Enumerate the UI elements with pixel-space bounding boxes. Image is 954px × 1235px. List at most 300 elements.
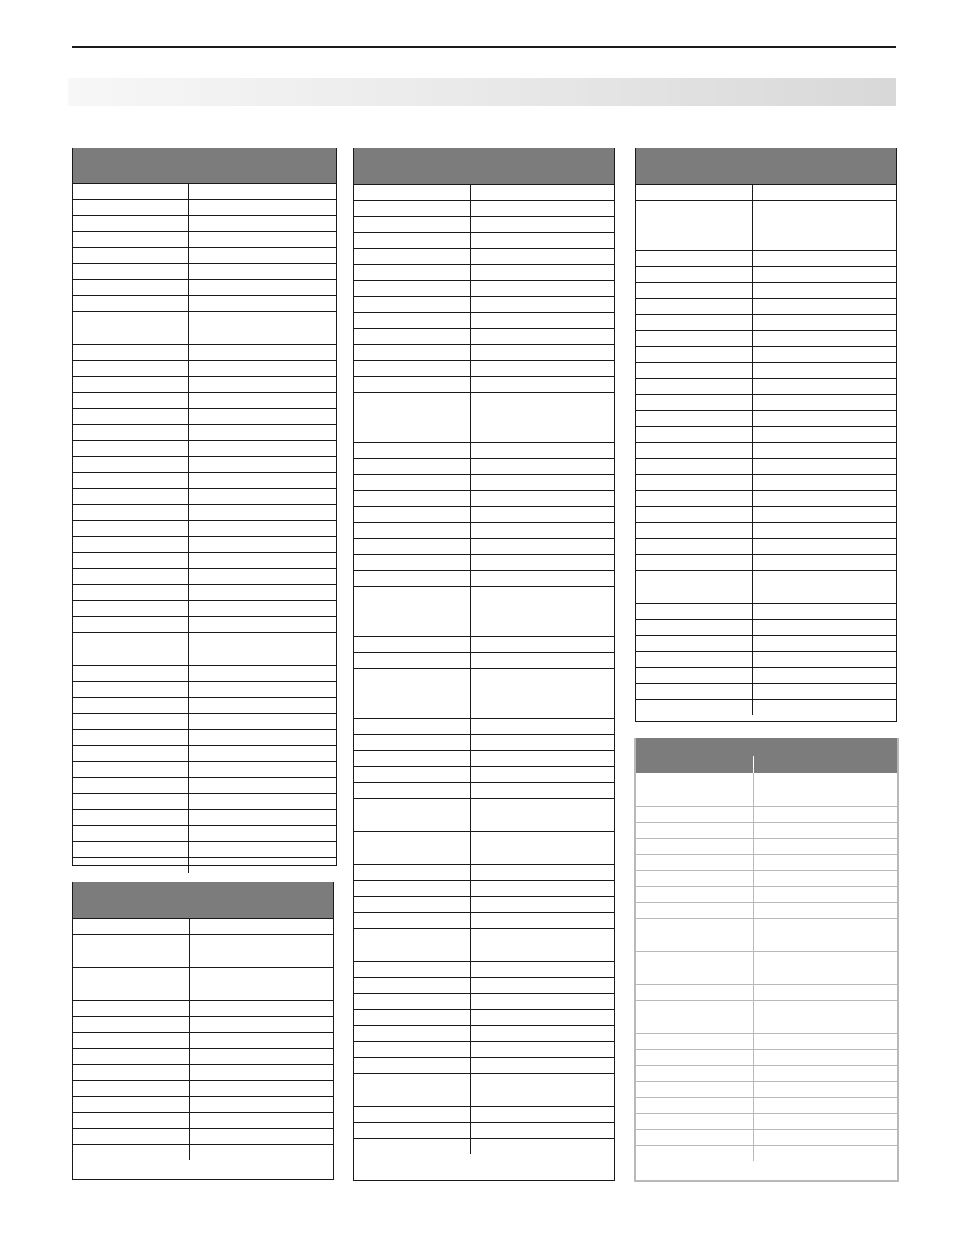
table-cell-label	[73, 409, 189, 424]
table-cell-label	[354, 1010, 471, 1025]
table-cell-label	[354, 637, 471, 652]
table-cell-label	[354, 555, 471, 570]
table-cell-label	[636, 507, 753, 522]
table-row	[354, 912, 614, 928]
table-cell-label	[636, 395, 753, 410]
table-row	[354, 248, 614, 264]
table-cell-label	[73, 1145, 190, 1160]
table-cell-value	[471, 1026, 614, 1041]
table-row	[636, 570, 896, 603]
table-cell-value	[189, 601, 336, 616]
table-row	[73, 472, 336, 488]
table-row	[354, 538, 614, 554]
table-cell-label	[636, 299, 753, 314]
table-row	[354, 392, 614, 442]
table-cell-label	[73, 537, 189, 552]
table-cell-label	[354, 233, 471, 248]
table-cell-label	[636, 952, 754, 984]
table-cell-value	[471, 1042, 614, 1057]
table-row	[636, 458, 896, 474]
table-row	[636, 773, 897, 806]
table-cell-value	[754, 773, 897, 806]
table-cell-value	[471, 217, 614, 232]
table-row	[636, 1145, 897, 1161]
table-cell-value	[753, 475, 896, 490]
table-cell-label	[636, 491, 753, 506]
table-row	[73, 295, 336, 311]
table-cell-label	[73, 858, 189, 873]
table-cell-label	[73, 296, 189, 311]
table-cell-value	[471, 265, 614, 280]
table-cell-value	[189, 184, 336, 199]
table-cell-value	[753, 700, 896, 715]
table-cell-label	[354, 897, 471, 912]
table-cell-label	[354, 297, 471, 312]
table-cell-label	[354, 361, 471, 376]
table-header	[354, 148, 614, 184]
table-row	[73, 1112, 333, 1128]
table-cell-value	[471, 735, 614, 750]
table-cell-value	[753, 267, 896, 282]
table-row	[354, 458, 614, 474]
table-cell-label	[73, 441, 189, 456]
table-row	[354, 360, 614, 376]
table-row	[73, 568, 336, 584]
table-cell-value	[471, 751, 614, 766]
table-cell-value	[189, 537, 336, 552]
table-row	[636, 554, 896, 570]
table-cell-value	[471, 929, 614, 961]
table-cell-value	[189, 794, 336, 809]
table-row	[73, 1032, 333, 1048]
table-left-bottom	[72, 882, 334, 1180]
table-cell-value	[471, 201, 614, 216]
table-cell-label	[354, 1123, 471, 1138]
table-row	[354, 668, 614, 718]
table-row	[636, 282, 896, 298]
table-cell-label	[354, 491, 471, 506]
table-row	[636, 442, 896, 458]
table-row	[73, 697, 336, 713]
table-right-top	[635, 148, 897, 722]
table-cell-label	[354, 313, 471, 328]
table-cell-value	[189, 361, 336, 376]
table-row	[73, 344, 336, 360]
table-cell-label	[73, 521, 189, 536]
table-row	[354, 880, 614, 896]
table-cell-value	[190, 968, 333, 1000]
table-cell-label	[354, 265, 471, 280]
table-row	[354, 570, 614, 586]
table-row	[354, 928, 614, 961]
table-row	[73, 376, 336, 392]
table-cell-value	[754, 1034, 897, 1049]
table-row	[73, 279, 336, 295]
table-cell-value	[190, 1097, 333, 1112]
table-cell-label	[636, 363, 753, 378]
table-row	[354, 993, 614, 1009]
table-cell-label	[636, 185, 753, 200]
table-row	[73, 967, 333, 1000]
table-row	[73, 934, 333, 967]
table-row	[636, 1033, 897, 1049]
table-cell-value	[189, 553, 336, 568]
table-row	[354, 280, 614, 296]
table-cell-value	[471, 783, 614, 798]
table-cell-label	[73, 1001, 190, 1016]
table-cell-value	[753, 507, 896, 522]
table-cell-label	[354, 1042, 471, 1057]
table-left-top	[72, 148, 337, 866]
table-cell-label	[636, 555, 753, 570]
table-row	[354, 864, 614, 880]
table-cell-value	[754, 887, 897, 902]
table-row	[636, 538, 896, 554]
table-cell-label	[354, 393, 471, 442]
table-cell-value	[471, 443, 614, 458]
table-cell-value	[471, 393, 614, 442]
table-cell-label	[73, 473, 189, 488]
table-cell-label	[354, 669, 471, 718]
table-row	[636, 346, 896, 362]
table-cell-label	[354, 978, 471, 993]
table-row	[636, 522, 896, 538]
table-header	[73, 882, 333, 918]
table-cell-value	[753, 411, 896, 426]
table-cell-label	[636, 773, 754, 806]
table-row	[636, 1097, 897, 1113]
table-cell-label	[73, 826, 189, 841]
table-cell-label	[73, 569, 189, 584]
table-cell-label	[73, 714, 189, 729]
table-cell-label	[73, 1049, 190, 1064]
table-cell-value	[753, 523, 896, 538]
table-cell-label	[73, 312, 189, 344]
table-row	[73, 857, 336, 873]
table-cell-value	[190, 1081, 333, 1096]
table-cell-label	[636, 347, 753, 362]
table-cell-label	[354, 653, 471, 668]
table-row	[354, 977, 614, 993]
table-row	[636, 184, 896, 200]
table-cell-value	[471, 1107, 614, 1122]
table-cell-value	[471, 832, 614, 864]
table-row	[73, 183, 336, 199]
table-row	[73, 809, 336, 825]
table-cell-label	[636, 1050, 754, 1065]
table-cell-value	[471, 881, 614, 896]
table-cell-value	[471, 1123, 614, 1138]
table-cell-value	[189, 505, 336, 520]
table-row	[73, 584, 336, 600]
table-cell-label	[636, 1146, 754, 1161]
table-cell-value	[190, 1001, 333, 1016]
table-row	[73, 681, 336, 697]
table-cell-value	[753, 379, 896, 394]
table-cell-value	[189, 441, 336, 456]
table-row	[354, 734, 614, 750]
table-cell-value	[471, 1139, 614, 1154]
table-cell-label	[354, 962, 471, 977]
table-row	[636, 886, 897, 902]
table-cell-label	[636, 283, 753, 298]
table-cell-value	[471, 539, 614, 554]
table-row	[636, 378, 896, 394]
table-row	[354, 344, 614, 360]
table-cell-value	[189, 377, 336, 392]
table-middle	[353, 148, 615, 1181]
table-cell-value	[471, 978, 614, 993]
table-cell-label	[73, 1017, 190, 1032]
table-cell-label	[73, 730, 189, 745]
table-cell-value	[189, 826, 336, 841]
table-cell-label	[636, 652, 753, 667]
table-row	[636, 330, 896, 346]
table-cell-label	[636, 839, 754, 854]
table-cell-label	[636, 315, 753, 330]
table-row	[73, 1144, 333, 1160]
table-cell-label	[354, 1026, 471, 1041]
table-cell-value	[189, 200, 336, 215]
table-row	[73, 761, 336, 777]
table-cell-value	[471, 329, 614, 344]
table-cell-label	[73, 264, 189, 279]
table-cell-label	[73, 794, 189, 809]
table-cell-value	[189, 714, 336, 729]
table-cell-value	[753, 315, 896, 330]
table-cell-label	[354, 1139, 471, 1154]
table-row	[636, 683, 896, 699]
table-row	[354, 474, 614, 490]
table-row	[636, 902, 897, 918]
table-cell-value	[189, 858, 336, 873]
table-cell-label	[354, 751, 471, 766]
table-cell-value	[189, 778, 336, 793]
table-cell-label	[354, 539, 471, 554]
table-row	[354, 586, 614, 636]
table-cell-label	[73, 968, 190, 1000]
table-row	[73, 360, 336, 376]
table-row	[73, 1048, 333, 1064]
table-cell-value	[471, 1058, 614, 1073]
table-cell-label	[73, 489, 189, 504]
table-cell-value	[753, 459, 896, 474]
table-row	[73, 440, 336, 456]
table-cell-value	[471, 361, 614, 376]
table-cell-label	[636, 636, 753, 651]
table-cell-label	[73, 746, 189, 761]
table-cell-value	[190, 1145, 333, 1160]
table-cell-label	[73, 393, 189, 408]
table-cell-value	[189, 473, 336, 488]
table-cell-value	[471, 523, 614, 538]
table-row	[73, 263, 336, 279]
table-cell-label	[354, 507, 471, 522]
table-cell-value	[754, 1146, 897, 1161]
table-row	[354, 782, 614, 798]
table-cell-label	[354, 719, 471, 734]
table-cell-value	[753, 299, 896, 314]
table-row	[73, 841, 336, 857]
table-cell-label	[354, 201, 471, 216]
table-cell-value	[753, 185, 896, 200]
table-cell-label	[354, 249, 471, 264]
table-cell-value	[471, 555, 614, 570]
table-cell-label	[354, 329, 471, 344]
table-row	[636, 1129, 897, 1145]
table-cell-value	[189, 216, 336, 231]
table-row	[636, 1000, 897, 1033]
table-cell-label	[73, 585, 189, 600]
table-cell-label	[73, 919, 190, 934]
table-row	[73, 665, 336, 681]
table-cell-value	[754, 1066, 897, 1081]
table-cell-value	[189, 842, 336, 857]
table-cell-value	[471, 962, 614, 977]
table-row	[73, 424, 336, 440]
table-cell-label	[73, 762, 189, 777]
table-cell-value	[753, 571, 896, 603]
table-cell-value	[471, 719, 614, 734]
table-cell-value	[754, 1001, 897, 1033]
table-cell-label	[354, 913, 471, 928]
table-cell-label	[73, 1113, 190, 1128]
table-cell-value	[189, 457, 336, 472]
table-row	[636, 667, 896, 683]
table-cell-value	[189, 264, 336, 279]
table-cell-label	[636, 331, 753, 346]
table-row	[73, 552, 336, 568]
table-row	[636, 806, 897, 822]
table-cell-label	[636, 700, 753, 715]
table-cell-value	[189, 280, 336, 295]
table-cell-label	[73, 232, 189, 247]
table-cell-value	[189, 762, 336, 777]
table-cell-label	[636, 267, 753, 282]
table-cell-value	[471, 491, 614, 506]
table-cell-value	[753, 427, 896, 442]
table-row	[636, 362, 896, 378]
table-row	[636, 1065, 897, 1081]
table-cell-label	[73, 1129, 190, 1144]
table-row	[636, 870, 897, 886]
table-cell-value	[753, 652, 896, 667]
table-cell-label	[73, 345, 189, 360]
table-row	[73, 392, 336, 408]
table-row	[354, 1073, 614, 1106]
table-cell-label	[73, 698, 189, 713]
table-cell-label	[636, 620, 753, 635]
table-cell-label	[73, 505, 189, 520]
table-cell-label	[73, 810, 189, 825]
table-cell-label	[73, 280, 189, 295]
table-cell-value	[471, 653, 614, 668]
table-cell-label	[354, 571, 471, 586]
table-cell-value	[471, 313, 614, 328]
table-cell-value	[189, 489, 336, 504]
table-cell-label	[636, 871, 754, 886]
table-cell-label	[636, 475, 753, 490]
table-row	[636, 474, 896, 490]
table-cell-value	[189, 248, 336, 263]
table-cell-value	[189, 425, 336, 440]
table-cell-label	[73, 617, 189, 632]
table-cell-label	[354, 475, 471, 490]
table-row	[354, 296, 614, 312]
table-cell-label	[636, 887, 754, 902]
table-cell-label	[354, 783, 471, 798]
table-cell-value	[471, 994, 614, 1009]
table-row	[73, 793, 336, 809]
table-row	[354, 442, 614, 458]
table-cell-value	[189, 682, 336, 697]
table-right-bottom	[634, 738, 899, 1182]
table-row	[636, 200, 896, 250]
table-row	[73, 488, 336, 504]
table-row	[73, 536, 336, 552]
table-cell-value	[189, 585, 336, 600]
table-row	[354, 554, 614, 570]
table-cell-label	[354, 1107, 471, 1122]
table-cell-label	[354, 185, 471, 200]
table-cell-value	[754, 903, 897, 918]
table-row	[636, 410, 896, 426]
table-cell-value	[190, 919, 333, 934]
table-cell-label	[636, 379, 753, 394]
table-cell-value	[753, 331, 896, 346]
table-cell-label	[354, 459, 471, 474]
table-row	[354, 1106, 614, 1122]
table-row	[354, 328, 614, 344]
table-row	[354, 652, 614, 668]
table-cell-label	[73, 1097, 190, 1112]
table-row	[73, 247, 336, 263]
table-cell-value	[753, 668, 896, 683]
column-header-1	[636, 756, 754, 773]
table-cell-value	[189, 409, 336, 424]
table-cell-label	[354, 217, 471, 232]
table-row	[636, 506, 896, 522]
table-cell-label	[73, 601, 189, 616]
table-cell-value	[471, 459, 614, 474]
table-cell-label	[73, 200, 189, 215]
table-row	[73, 199, 336, 215]
table-cell-label	[636, 903, 754, 918]
table-cell-value	[471, 913, 614, 928]
table-cell-value	[471, 587, 614, 636]
table-cell-label	[636, 411, 753, 426]
table-cell-value	[189, 746, 336, 761]
table-row	[354, 1138, 614, 1154]
table-cell-label	[636, 1082, 754, 1097]
table-cell-value	[189, 666, 336, 681]
table-cell-value	[754, 1114, 897, 1129]
table-cell-value	[471, 281, 614, 296]
table-cell-label	[354, 799, 471, 831]
table-row	[636, 822, 897, 838]
table-header	[73, 148, 336, 183]
table-row	[354, 718, 614, 734]
table-cell-value	[471, 897, 614, 912]
table-row	[636, 266, 896, 282]
table-cell-label	[354, 865, 471, 880]
table-cell-value	[189, 569, 336, 584]
table-cell-value	[753, 201, 896, 250]
table-row	[354, 490, 614, 506]
table-cell-value	[753, 636, 896, 651]
table-cell-value	[753, 395, 896, 410]
table-cell-value	[189, 810, 336, 825]
